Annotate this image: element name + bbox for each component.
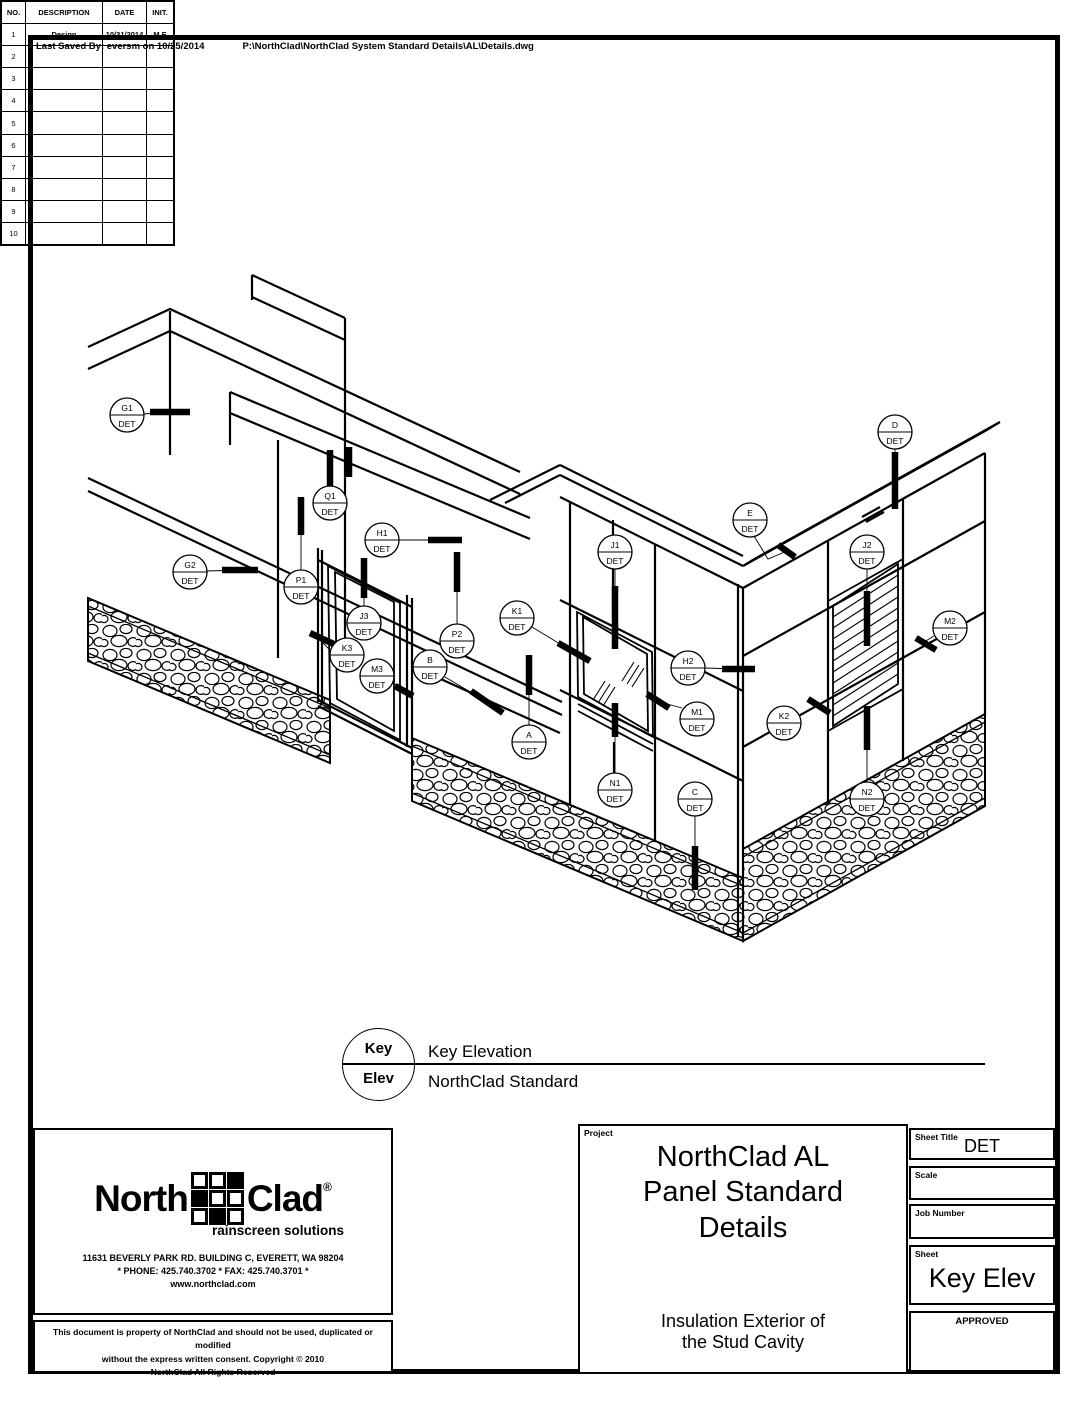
revision-cell: 9 (2, 201, 26, 222)
detail-callout-P1 (284, 497, 318, 604)
svg-text:DET: DET (686, 803, 704, 813)
svg-text:DET: DET (373, 544, 391, 554)
detail-callout-M2 (916, 611, 967, 650)
revision-cell: 2 (2, 46, 26, 67)
svg-text:DET: DET (338, 659, 356, 669)
svg-text:DET: DET (775, 727, 793, 737)
disclaimer-line: NorthClad All Rights Reserved (150, 1366, 276, 1377)
disclaimer-line: without the express written consent. Copyright © 2010 (101, 1353, 325, 1364)
svg-text:DET: DET (321, 507, 339, 517)
revision-cell: 1 (2, 24, 26, 45)
project-label: Project (584, 1128, 613, 1138)
svg-text:D: D (891, 420, 899, 430)
revision-cell: DATE (103, 2, 147, 23)
detail-callout-J2 (850, 535, 884, 646)
revision-cell: NO. (2, 2, 26, 23)
disclaimer-line: This document is property of NorthClad and should not be used, duplicated or modified (53, 1327, 373, 1351)
svg-text:H2: H2 (682, 656, 694, 666)
sheet-value: Key Elev (928, 1263, 1036, 1293)
svg-text:K1: K1 (511, 606, 523, 616)
glass-hatch (593, 662, 644, 706)
detail-callout-K2 (767, 699, 830, 740)
detail-callout-J1 (598, 535, 632, 649)
svg-text:DET: DET (368, 680, 386, 690)
sheet-field: Sheet Key Elev (909, 1245, 1055, 1305)
svg-text:DET: DET (118, 419, 136, 429)
svg-text:P1: P1 (295, 575, 307, 585)
revision-cell: DESCRIPTION (26, 2, 103, 23)
svg-text:E: E (747, 508, 753, 518)
file-path-text: P:\NorthClad\NorthClad System Standard Details\AL\Details.dwg (242, 41, 534, 52)
revision-cell: M E (153, 30, 167, 40)
key-elev-underline (342, 1063, 985, 1065)
registered-mark: ® (323, 1179, 332, 1194)
svg-text:Q1: Q1 (324, 491, 336, 501)
svg-text:P2: P2 (451, 629, 463, 639)
revision-cell: 10 (2, 223, 26, 244)
svg-text:J2: J2 (862, 540, 872, 550)
svg-text:DET: DET (355, 627, 373, 637)
logo-text-clad: Clad (246, 1177, 323, 1219)
project-title: NorthClad AL Panel Standard Details (643, 1141, 843, 1244)
svg-text:N1: N1 (609, 778, 621, 788)
detail-callout-A (512, 655, 546, 759)
svg-text:DET: DET (688, 723, 706, 733)
detail-callout-Q1 (313, 447, 349, 520)
revision-cell: 5 (2, 112, 26, 133)
last-saved-text: Last Saved By: eversm on 10/25/2014 (36, 41, 205, 52)
svg-text:DET: DET (181, 576, 199, 586)
revision-cell: Design (26, 24, 103, 45)
key-elev-marker-bottom: Elev (363, 1070, 394, 1087)
svg-text:M1: M1 (691, 707, 703, 717)
svg-text:M2: M2 (944, 616, 956, 626)
svg-text:DET: DET (886, 436, 904, 446)
svg-text:DET: DET (858, 556, 876, 566)
revision-cell: 10/31/2014 (103, 24, 147, 45)
detail-callout-J3 (347, 558, 381, 640)
project-box (578, 1124, 908, 1374)
svg-text:C: C (691, 787, 699, 797)
drawing-subtitle: NorthClad Standard (428, 1072, 579, 1091)
svg-text:A: A (526, 730, 532, 740)
revision-cell: 6 (2, 135, 26, 156)
sheet-title-value: DET (964, 1136, 1000, 1156)
company-address (35, 1252, 391, 1291)
address-line: 11631 BEVERLY PARK RD. BUILDING C, EVERETT, WA 98204 (82, 1253, 344, 1263)
svg-text:DET: DET (679, 672, 697, 682)
detail-callout-E (733, 503, 795, 559)
project-subtitle: Insulation Exterior of the Stud Cavity (660, 1310, 826, 1353)
svg-text:H1: H1 (376, 528, 388, 538)
revision-cell: 7 (2, 157, 26, 178)
northclad-logo (35, 1172, 391, 1225)
detail-callout-P2 (440, 552, 474, 658)
svg-text:J3: J3 (359, 611, 369, 621)
detail-callout-D (878, 415, 912, 509)
svg-text:J1: J1 (610, 540, 620, 550)
detail-callout-G1 (110, 398, 190, 432)
svg-text:G2: G2 (184, 560, 196, 570)
sheet-title-field: Sheet Title DET (909, 1128, 1055, 1160)
revision-cell: INIT. (152, 8, 168, 18)
revision-cell: 3 (2, 68, 26, 89)
svg-text:N2: N2 (861, 787, 873, 797)
svg-text:DET: DET (520, 746, 538, 756)
detail-callout-M1 (647, 694, 714, 736)
svg-text:DET: DET (941, 632, 959, 642)
svg-text:DET: DET (858, 803, 876, 813)
scale-field: Scale (909, 1166, 1055, 1200)
svg-text:DET: DET (741, 524, 759, 534)
logo-text-north: North (94, 1177, 188, 1219)
svg-text:DET: DET (606, 556, 624, 566)
detail-callout-M3 (360, 659, 413, 696)
logo-box (33, 1128, 393, 1315)
detail-callout-H1 (365, 523, 462, 557)
detail-callout-N2 (850, 706, 884, 816)
approved-field: APPROVED (909, 1311, 1055, 1372)
revision-cell: 8 (2, 179, 26, 200)
key-elev-marker-top: Key (364, 1040, 393, 1057)
drawing-title: Key Elevation (428, 1042, 532, 1061)
web-line: www.northclad.com (170, 1279, 256, 1290)
svg-text:B: B (427, 655, 433, 665)
svg-text:DET: DET (606, 794, 624, 804)
svg-text:G1: G1 (121, 403, 133, 413)
svg-text:K2: K2 (778, 711, 790, 721)
logo-grid-icon (191, 1172, 244, 1225)
disclaimer-box (33, 1320, 393, 1377)
svg-text:DET: DET (508, 622, 526, 632)
svg-text:DET: DET (292, 591, 310, 601)
revision-cell: 4 (2, 90, 26, 111)
svg-text:M3: M3 (371, 664, 383, 674)
svg-text:K3: K3 (341, 643, 353, 653)
svg-text:DET: DET (421, 671, 439, 681)
detail-callout-G2 (173, 555, 258, 589)
svg-text:DET: DET (448, 645, 466, 655)
job-number-field: Job Number (909, 1204, 1055, 1239)
phone-line: * PHONE: 425.740.3702 * FAX: 425.740.3701 * (117, 1266, 309, 1277)
logo-tagline: rainscreen solutions (211, 1223, 344, 1238)
